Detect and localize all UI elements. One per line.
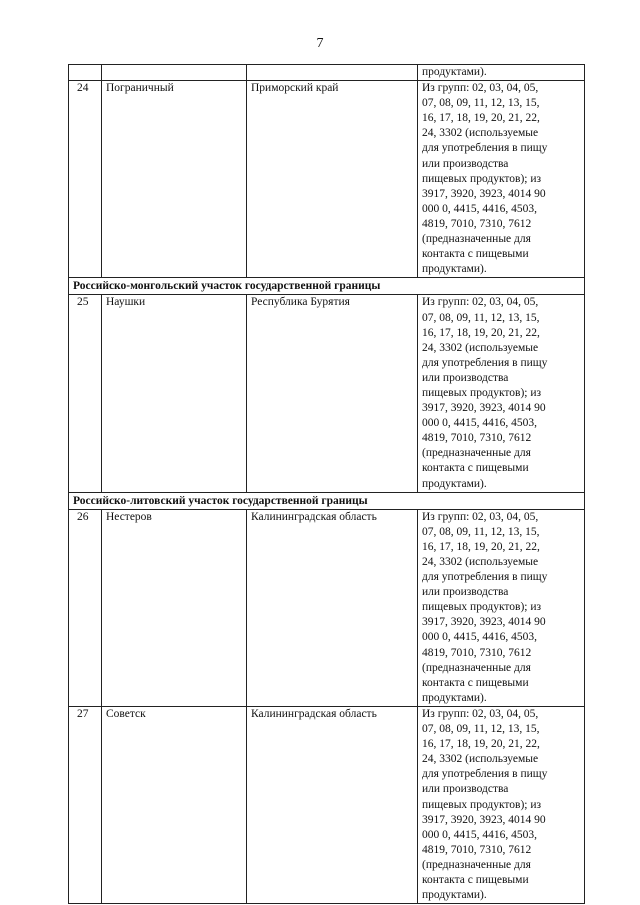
checkpoint-name: Советск: [102, 706, 247, 903]
checkpoint-name: Пограничный: [102, 81, 247, 278]
continuation-cell: продуктами).: [418, 65, 585, 81]
row-number: 27: [69, 706, 102, 903]
region-name: Калининградская область: [247, 509, 418, 706]
goods-description: Из групп: 02, 03, 04, 05, 07, 08, 09, 11, 12, 13, 15, 16, 17, 18, 19, 20, 21, 22, 24, 3302 (используемые для употребления в пищу или производства пищевых продуктов); из 3917, 3920, 3923, 4014 90 000 0, 4415, 4416, 4503, 4819, 7010, 7310, 7612 (предназначенные для контакта с пищевыми продуктами).: [418, 706, 585, 903]
row-number: 24: [69, 81, 102, 278]
table-row: [69, 706, 585, 903]
table-row: [69, 81, 585, 278]
goods-description: Из групп: 02, 03, 04, 05, 07, 08, 09, 11, 12, 13, 15, 16, 17, 18, 19, 20, 21, 22, 24, 3302 (используемые для употребления в пищу или производства пищевых продуктов); из 3917, 3920, 3923, 4014 90 000 0, 4415, 4416, 4503, 4819, 7010, 7310, 7612 (предназначенные для контакта с пищевыми продуктами).: [418, 295, 585, 492]
checkpoint-name: Нестеров: [102, 509, 247, 706]
table-row: [69, 65, 585, 81]
table-row: [69, 509, 585, 706]
goods-description: Из групп: 02, 03, 04, 05, 07, 08, 09, 11, 12, 13, 15, 16, 17, 18, 19, 20, 21, 22, 24, 3302 (используемые для употребления в пищу или производства пищевых продуктов); из 3917, 3920, 3923, 4014 90 000 0, 4415, 4416, 4503, 4819, 7010, 7310, 7612 (предназначенные для контакта с пищевыми продуктами).: [418, 509, 585, 706]
checkpoint-table: [68, 64, 585, 904]
section-header-row: [69, 492, 585, 509]
table-row: [69, 295, 585, 492]
region-name: Республика Бурятия: [247, 295, 418, 492]
checkpoint-name: Наушки: [102, 295, 247, 492]
section-header-row: [69, 278, 585, 295]
region-name: Приморский край: [247, 81, 418, 278]
row-number: 26: [69, 509, 102, 706]
region-name: Калининградская область: [247, 706, 418, 903]
row-number: 25: [69, 295, 102, 492]
section-title: Российско-монгольский участок государственной границы: [69, 278, 585, 295]
section-title: Российско-литовский участок государственной границы: [69, 492, 585, 509]
page-number: 7: [316, 36, 324, 51]
goods-description: Из групп: 02, 03, 04, 05, 07, 08, 09, 11, 12, 13, 15, 16, 17, 18, 19, 20, 21, 22, 24, 3302 (используемые для употребления в пищу или производства пищевых продуктов); из 3917, 3920, 3923, 4014 90 000 0, 4415, 4416, 4503, 4819, 7010, 7310, 7612 (предназначенные для контакта с пищевыми продуктами).: [418, 81, 585, 278]
